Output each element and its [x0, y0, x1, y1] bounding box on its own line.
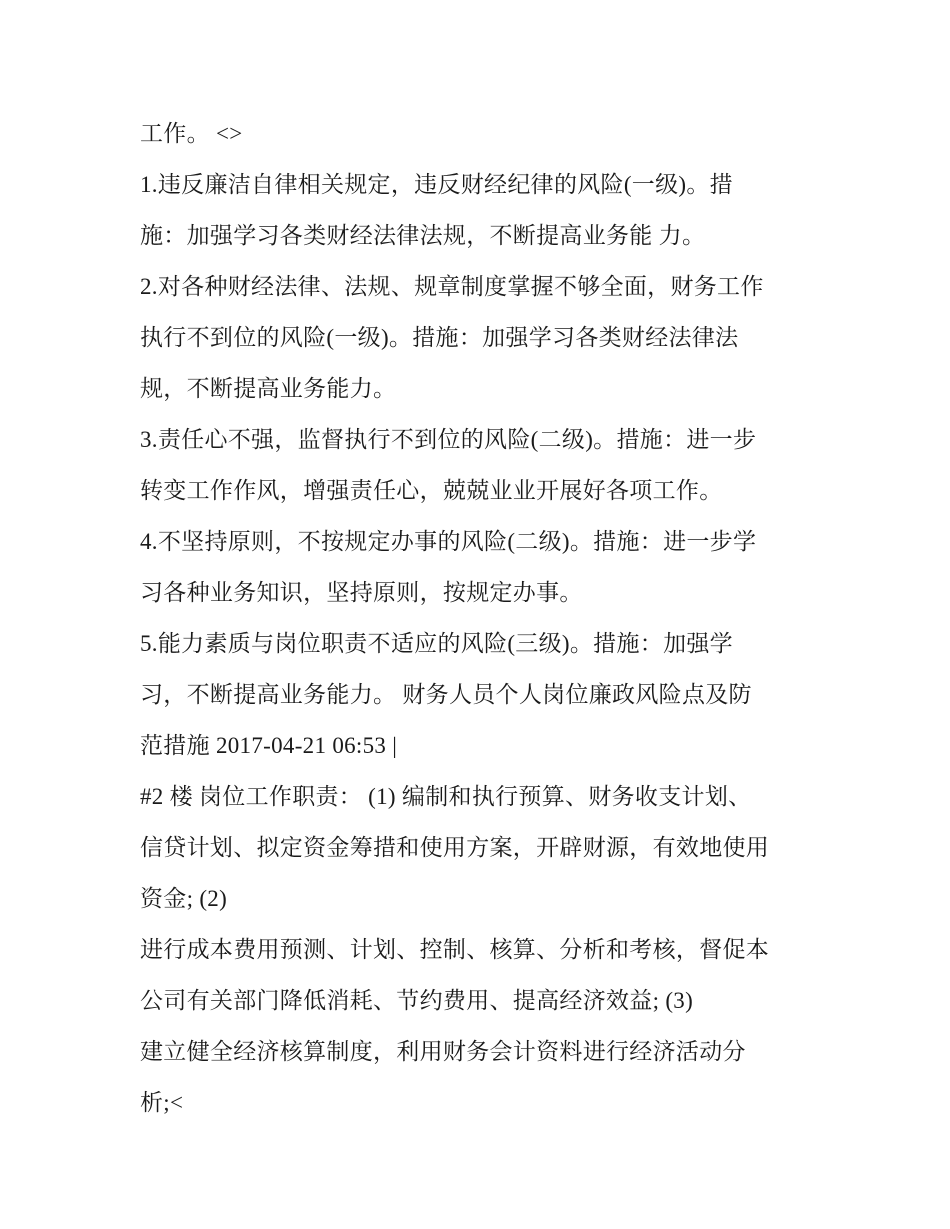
text-line: 建立健全经济核算制度，利用财务会计资料进行经济活动分 — [140, 1039, 746, 1064]
text-line: 规，不断提高业务能力。 — [140, 376, 397, 401]
text-line: 进行成本费用预测、计划、控制、核算、分析和考核，督促本 — [140, 937, 770, 962]
text-line: #2 楼 岗位工作职责： (1) 编制和执行预算、财务收支计划、 — [140, 784, 752, 809]
text-line: 4.不坚持原则，不按规定办事的风险(二级)。措施：进一步学 — [140, 529, 757, 554]
text-line: 5.能力素质与岗位职责不适应的风险(三级)。措施：加强学 — [140, 631, 733, 656]
text-line: 1.违反廉洁自律相关规定，违反财经纪律的风险(一级)。措 — [140, 172, 733, 197]
text-line: 范措施 2017-04-21 06:53 | — [140, 733, 398, 758]
text-line: 习，不断提高业务能力。 财务人员个人岗位廉政风险点及防 — [140, 682, 752, 707]
text-line: 3.责任心不强，监督执行不到位的风险(二级)。措施：进一步 — [140, 427, 757, 452]
document-body — [140, 108, 840, 1128]
text-line: 公司有关部门降低消耗、节约费用、提高经济效益; (3) — [140, 988, 694, 1013]
text-line: 执行不到位的风险(一级)。措施：加强学习各类财经法律法 — [140, 325, 739, 350]
text-line: 工作。 <> — [140, 121, 243, 146]
text-line: 2.对各种财经法律、法规、规章制度掌握不够全面，财务工作 — [140, 274, 764, 299]
text-line: 转变工作作风，增强责任心，兢兢业业开展好各项工作。 — [140, 478, 723, 503]
text-line: 习各种业务知识，坚持原则，按规定办事。 — [140, 580, 583, 605]
text-line: 析;< — [140, 1090, 184, 1115]
text-line: 信贷计划、拟定资金筹措和使用方案，开辟财源，有效地使用 — [140, 835, 770, 860]
text-line: 资金; (2) — [140, 886, 228, 911]
text-line: 施：加强学习各类财经法律法规，不断提高业务能 力。 — [140, 223, 706, 248]
